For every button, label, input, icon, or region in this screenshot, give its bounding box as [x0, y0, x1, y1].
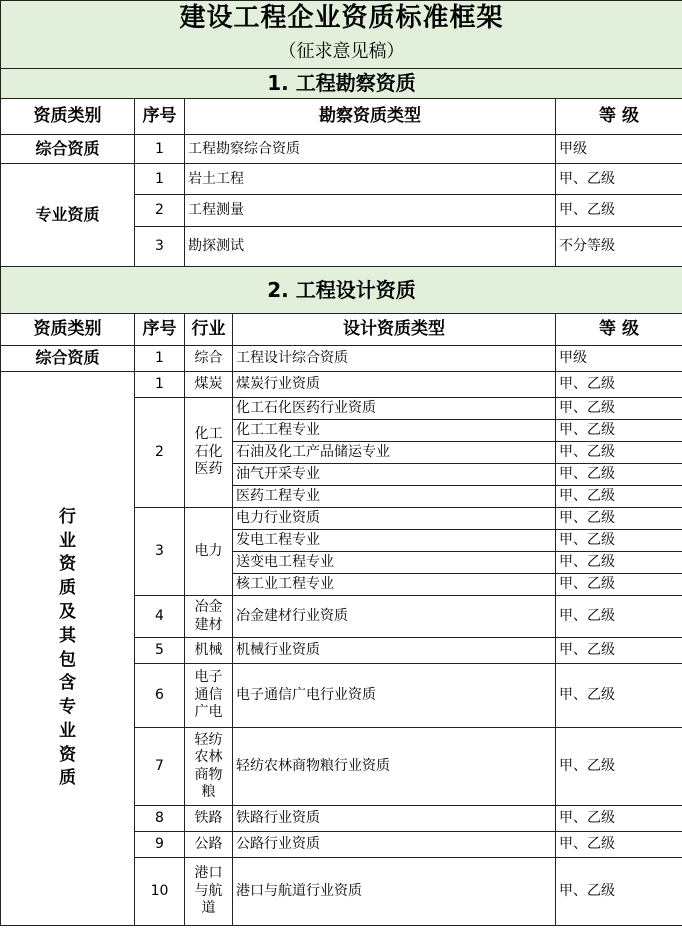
header-category: 资质类别	[1, 99, 135, 135]
row-no: 3	[135, 508, 185, 596]
title-row	[1, 1, 682, 37]
header-grade: 等 级	[556, 314, 682, 346]
table-row	[1, 372, 682, 398]
qualification-grade: 甲、乙级	[556, 530, 682, 552]
section-title-survey: 1. 工程勘察资质	[1, 69, 682, 99]
qualification-type: 港口与航道行业资质	[233, 858, 556, 926]
category-cell: 综合资质	[1, 135, 135, 164]
qualification-type: 电力行业资质	[233, 508, 556, 530]
header-grade: 等 级	[556, 99, 682, 135]
qualification-type: 勘探测试	[185, 227, 556, 267]
qualification-type: 工程勘察综合资质	[185, 135, 556, 164]
qualification-grade: 甲级	[556, 346, 682, 372]
table-row	[1, 346, 682, 372]
qualification-grade: 甲、乙级	[556, 858, 682, 926]
header-industry: 行业	[185, 314, 233, 346]
row-no: 4	[135, 596, 185, 638]
qualification-type: 冶金建材行业资质	[233, 596, 556, 638]
header-no: 序号	[135, 99, 185, 135]
header-row	[1, 99, 682, 135]
qualification-type: 电子通信广电行业资质	[233, 664, 556, 728]
row-no: 10	[135, 858, 185, 926]
row-no: 1	[135, 135, 185, 164]
industry-cell: 煤炭	[185, 372, 233, 398]
industry-cell: 化工 石化 医药	[185, 398, 233, 508]
qualification-type: 公路行业资质	[233, 832, 556, 858]
header-no: 序号	[135, 314, 185, 346]
qualification-type: 送变电工程专业	[233, 552, 556, 574]
qualification-grade: 甲、乙级	[556, 464, 682, 486]
qualification-grade: 甲、乙级	[556, 372, 682, 398]
page-title: 建设工程企业资质标准框架	[1, 1, 682, 37]
section-row	[1, 267, 682, 314]
qualification-type: 核工业工程专业	[233, 574, 556, 596]
qualification-grade: 甲、乙级	[556, 195, 682, 227]
qualification-grade: 不分等级	[556, 227, 682, 267]
industry-cell: 铁路	[185, 806, 233, 832]
qualification-type: 铁路行业资质	[233, 806, 556, 832]
row-no: 1	[135, 346, 185, 372]
header-type: 勘察资质类型	[185, 99, 556, 135]
category-cell: 专业资质	[1, 164, 135, 267]
industry-cell: 公路	[185, 832, 233, 858]
industry-cell: 港口 与航 道	[185, 858, 233, 926]
table-row	[1, 135, 682, 164]
section-row	[1, 69, 682, 99]
table-row	[1, 164, 682, 195]
industry-cell: 电子 通信 广电	[185, 664, 233, 728]
row-no: 2	[135, 398, 185, 508]
qualification-type: 工程设计综合资质	[233, 346, 556, 372]
qualification-grade: 甲级	[556, 135, 682, 164]
qualification-type: 岩土工程	[185, 164, 556, 195]
qualification-grade: 甲、乙级	[556, 552, 682, 574]
row-no: 5	[135, 638, 185, 664]
qualification-grade: 甲、乙级	[556, 728, 682, 806]
section-title-design: 2. 工程设计资质	[1, 267, 682, 314]
row-no: 3	[135, 227, 185, 267]
row-no: 2	[135, 195, 185, 227]
row-no: 1	[135, 372, 185, 398]
category-cell: 综合资质	[1, 346, 135, 372]
qualification-grade: 甲、乙级	[556, 508, 682, 530]
row-no: 7	[135, 728, 185, 806]
qualification-type: 发电工程专业	[233, 530, 556, 552]
header-category: 资质类别	[1, 314, 135, 346]
industry-cell: 电力	[185, 508, 233, 596]
subtitle-row	[1, 37, 682, 69]
row-no: 6	[135, 664, 185, 728]
qualification-type: 医药工程专业	[233, 486, 556, 508]
qualification-type: 化工石化医药行业资质	[233, 398, 556, 420]
industry-cell: 机械	[185, 638, 233, 664]
row-no: 1	[135, 164, 185, 195]
qualification-type: 工程测量	[185, 195, 556, 227]
qualification-grade: 甲、乙级	[556, 420, 682, 442]
qualification-type: 油气开采专业	[233, 464, 556, 486]
qualification-grade: 甲、乙级	[556, 664, 682, 728]
qualification-grade: 甲、乙级	[556, 442, 682, 464]
industry-category-cell: 行 业 资 质 及 其 包 含 专 业 资 质	[1, 372, 135, 926]
qualification-type: 煤炭行业资质	[233, 372, 556, 398]
header-type: 设计资质类型	[233, 314, 556, 346]
qualification-grade: 甲、乙级	[556, 486, 682, 508]
qualification-type: 轻纺农林商物粮行业资质	[233, 728, 556, 806]
row-no: 9	[135, 832, 185, 858]
qualification-type: 石油及化工产品储运专业	[233, 442, 556, 464]
industry-cell: 冶金 建材	[185, 596, 233, 638]
page-subtitle: （征求意见稿）	[1, 37, 682, 69]
qualification-grade: 甲、乙级	[556, 806, 682, 832]
qualification-type: 机械行业资质	[233, 638, 556, 664]
row-no: 8	[135, 806, 185, 832]
qualification-grade: 甲、乙级	[556, 574, 682, 596]
header-row	[1, 314, 682, 346]
industry-cell: 轻纺 农林 商物 粮	[185, 728, 233, 806]
qualification-grade: 甲、乙级	[556, 398, 682, 420]
qualification-grade: 甲、乙级	[556, 832, 682, 858]
qualification-grade: 甲、乙级	[556, 596, 682, 638]
qualification-grade: 甲、乙级	[556, 638, 682, 664]
industry-cell: 综合	[185, 346, 233, 372]
qualification-grade: 甲、乙级	[556, 164, 682, 195]
qualification-type: 化工工程专业	[233, 420, 556, 442]
